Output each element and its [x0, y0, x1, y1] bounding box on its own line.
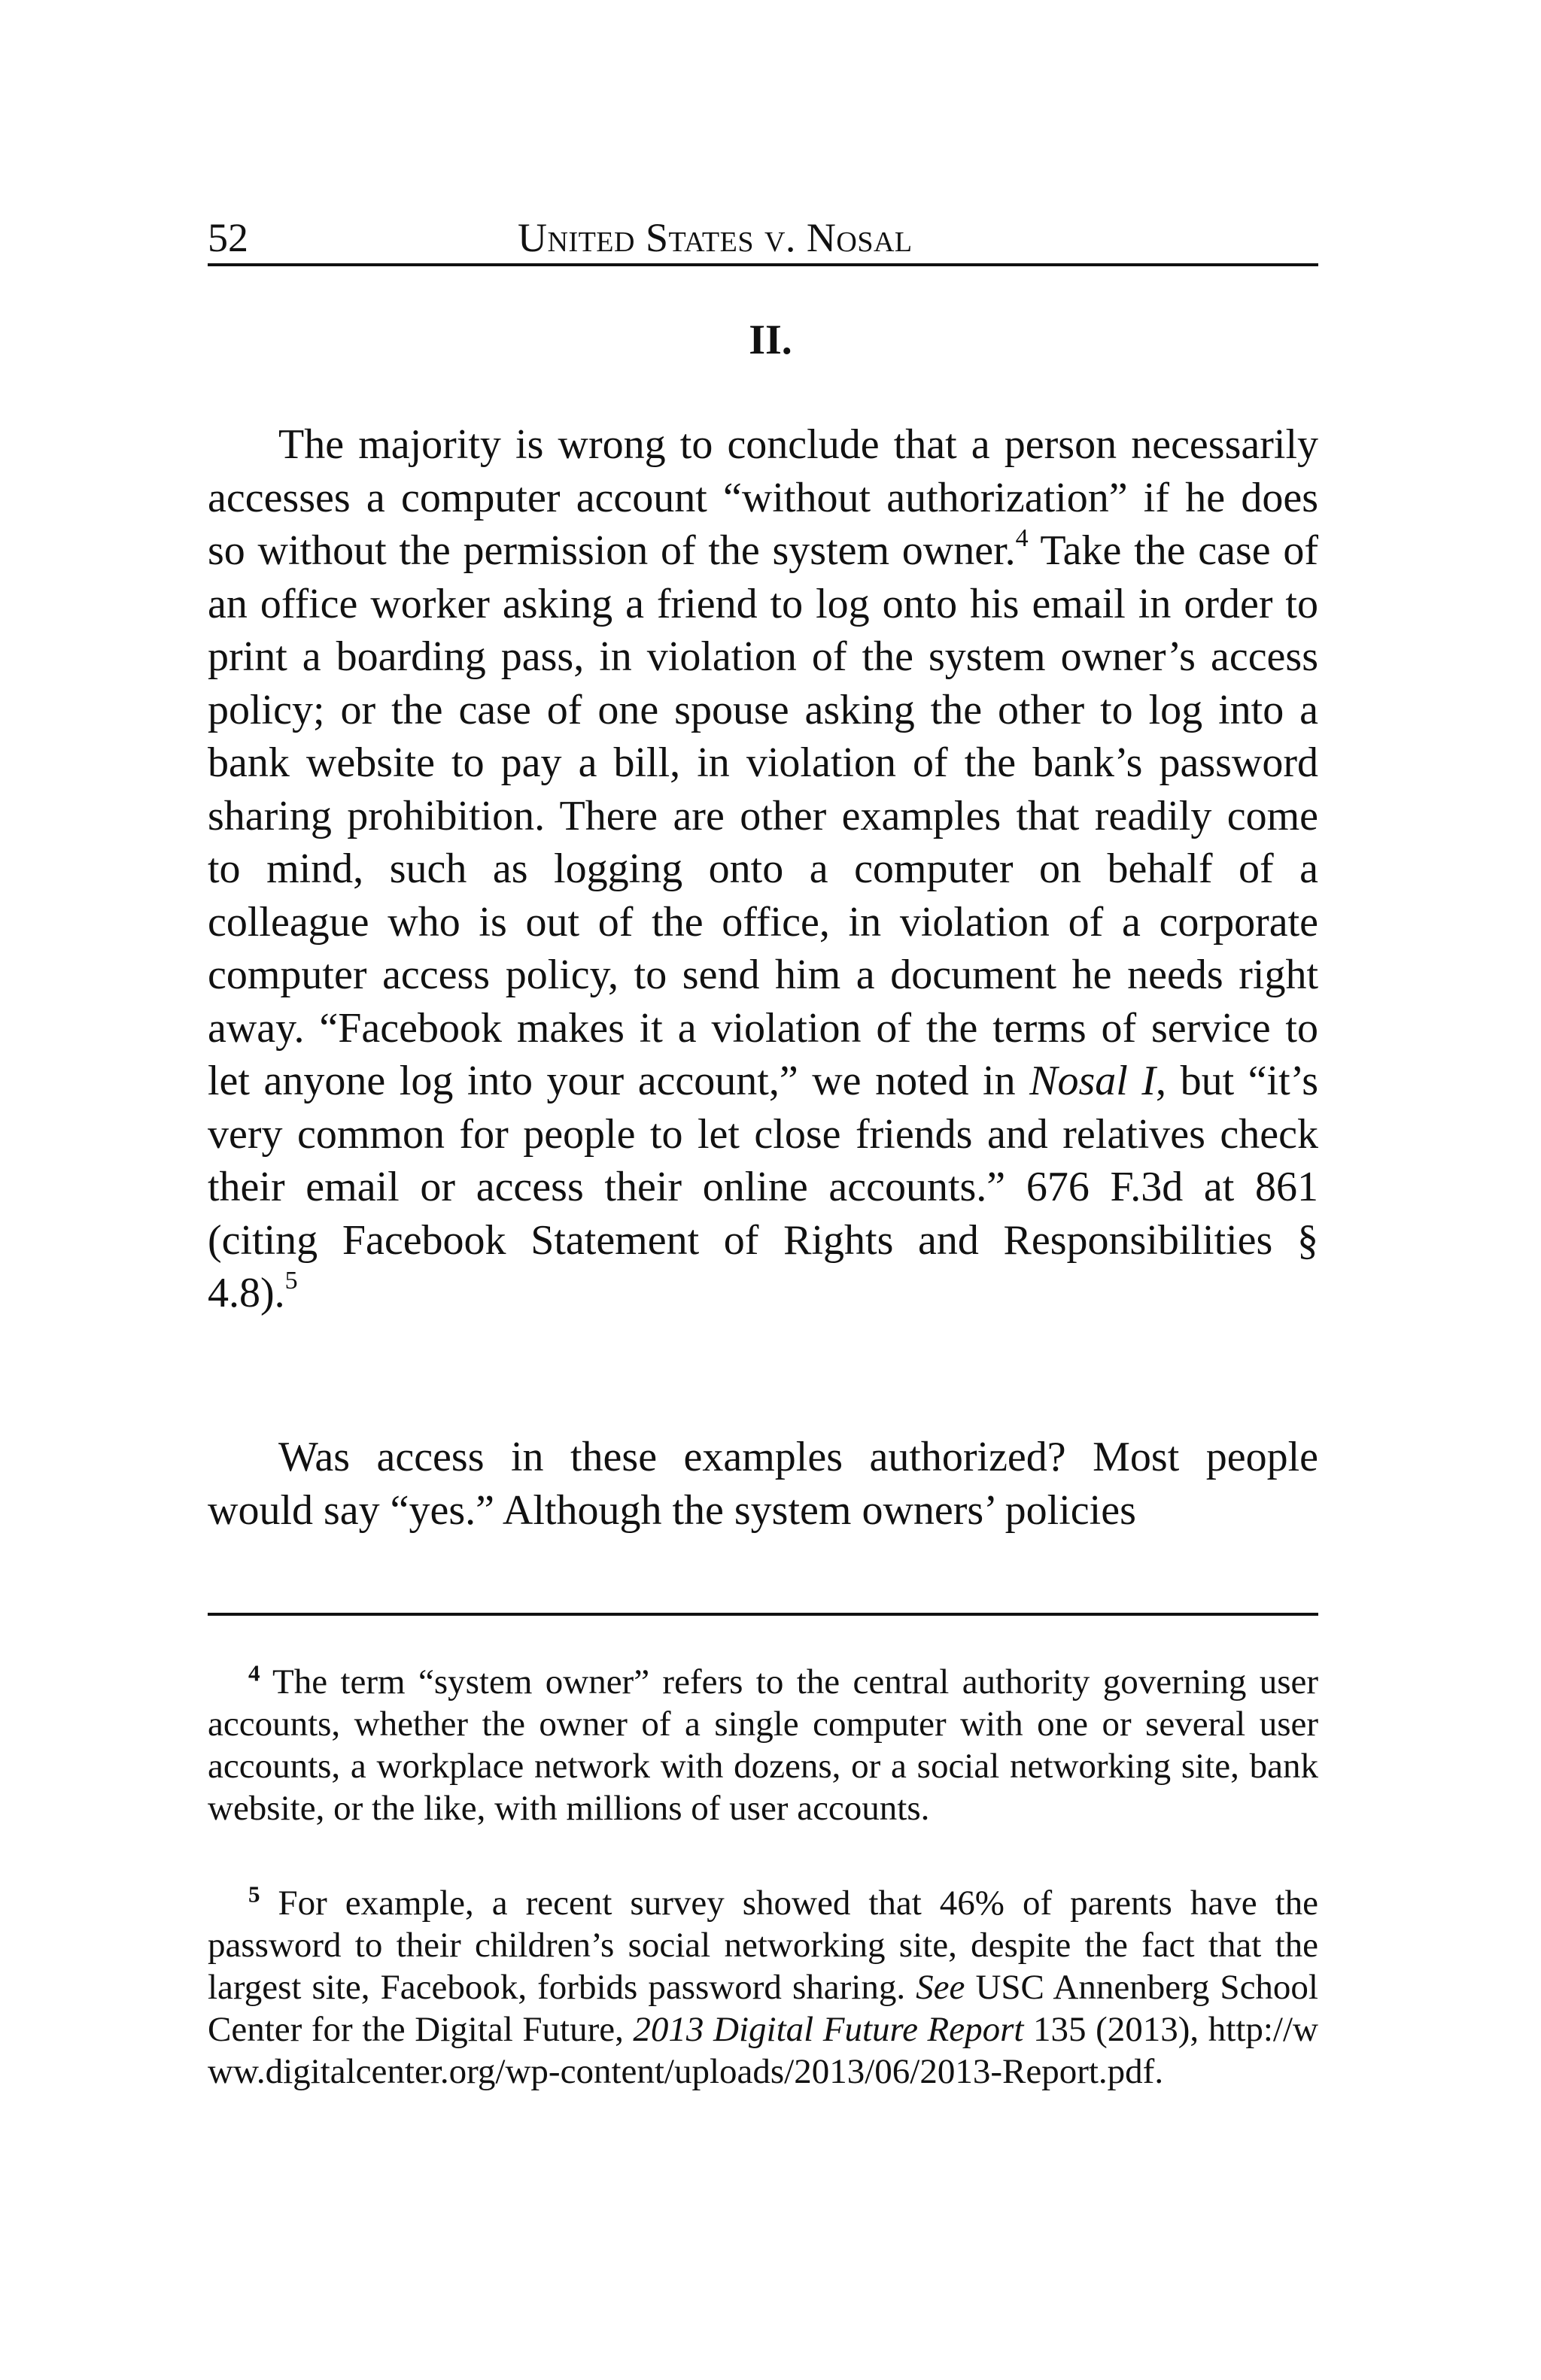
footnote-mark: 5: [248, 1881, 260, 1908]
footnote-4: [208, 1661, 1318, 1829]
footnote-text: USC Annenberg School Center for the Digital Future,: [208, 1968, 1318, 2049]
footnote-5: [208, 1882, 1318, 2093]
body-paragraph-1: [208, 418, 1318, 1320]
paragraph-text: Was access in these examples authorized? Most people would say “yes.” Although the system owners’ policies: [208, 1434, 1318, 1534]
footnote-text: For example, a recent survey showed that 46% of parents have the password to their children’s social networking site, despite the fact that the largest site, Facebook, forbids password sharing.: [208, 1884, 1318, 2007]
body-paragraph-2: [208, 1431, 1318, 1537]
footnote-divider: [208, 1613, 1318, 1616]
page-number: 52: [208, 215, 248, 260]
footnote-text: The term “system owner” refers to the central authority governing user accounts, whether the owner of a single computer with one or several user accounts, a workplace network with dozens, or a social networking site, bank website, or the like, with millions of user accounts.: [208, 1662, 1318, 1828]
running-header: [208, 209, 1318, 266]
footnote-reference-4[interactable]: 4: [1015, 524, 1029, 553]
citation-signal: See: [916, 1968, 965, 2007]
footnote-text-with-url[interactable]: 135 (2013), http://www.digitalcenter.org/wp-content/uploads/2013/06/2013-Report.pdf.: [208, 2010, 1318, 2091]
case-citation: Nosal I: [1029, 1058, 1157, 1104]
footnote-mark: 4: [248, 1659, 260, 1686]
footnote-reference-5[interactable]: 5: [284, 1267, 298, 1295]
report-title: 2013 Digital Future Report: [633, 2010, 1024, 2049]
section-heading: II.: [749, 317, 792, 363]
case-caption: United States v. Nosal: [518, 215, 913, 260]
paragraph-text: Take the case of an office worker asking a friend to log onto his email in order to print a boarding pass, in violation of the system owner’s access policy; or the case of one spouse asking the other to log into a bank website to pay a bill, in violation of the bank’s password sharing prohibition. There are other examples that readily come to mind, such as logging onto a computer on behalf of a colleague who is out of the office, in violation of a corporate computer access policy, to send him a document he needs right away. “Facebook makes it a violation of the terms of service to let anyone log into your account,” we noted in: [208, 527, 1318, 1104]
paragraph-text: The majority is wrong to conclude that a person necessarily accesses a computer account “without authorization” if he does so without the permission of the system owner.: [208, 421, 1318, 574]
paragraph-text: , but “it’s very common for people to let close friends and relatives check their email or access their online accounts.” 676 F.3d at 861 (citing Facebook Statement of Rights and Responsibilities § 4.8).: [208, 1058, 1318, 1316]
